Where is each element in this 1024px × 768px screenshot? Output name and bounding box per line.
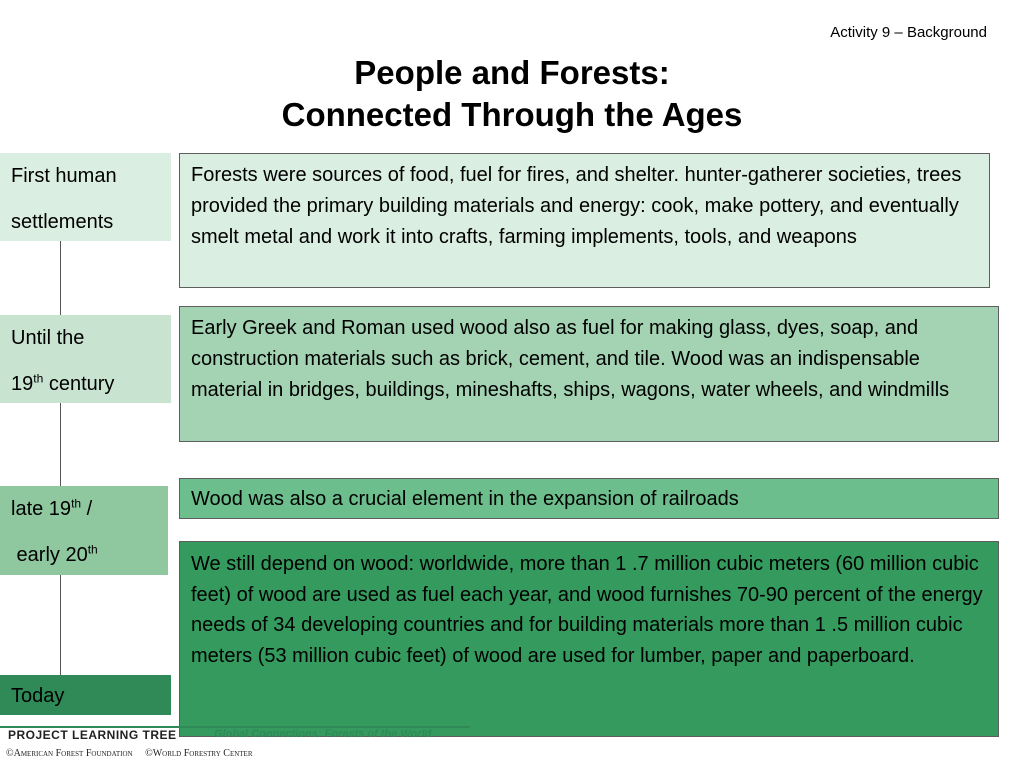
period-label-text: century [43,373,115,395]
content-box-greek-roman: Early Greek and Roman used wood also as fuel for making glass, dyes, soap, and construction materials such as brick, cement, and tile. Wood was an indispensable material in bridges, buildings, mineshafts, ships, wagons, water wheels, and windmills [179,306,999,442]
period-label-line [11,486,168,532]
period-first-human-settlements [0,153,171,241]
footer-org: ©American Forest Foundation [6,748,133,759]
period-late-19th-early-20th [0,486,168,575]
period-label-line: Today [11,685,65,707]
timeline-line [60,240,61,676]
period-label-line [11,532,168,578]
footer-brand: PROJECT LEARNING TREE [8,728,177,742]
footer-subtitle: Global Connections: Forests of the World [214,728,432,740]
period-label-text: early 20 [11,544,88,566]
content-box-first-settlements: Forests were sources of food, fuel for fires, and shelter. hunter-gatherer societies, trees provided the primary building materials and energy: cook, make pottery, and eventually smelt metal and work it into crafts, farming implements, tools, and weapons [179,153,990,288]
period-label-sup: th [33,371,44,386]
content-box-today: We still depend on wood: worldwide, more than 1 .7 million cubic meters (60 million cubic feet) of wood are used as fuel each year, and wood furnishes 70-90 percent of the energy needs of 34 developing countries and for building materials more than 1 .5 million cubic meters (53 million cubic feet) of wood are used for lumber, paper and paperboard. [179,541,999,737]
period-label-line: First human [11,165,117,187]
period-label-line: Until the [11,327,85,349]
activity-label: Activity 9 – Background [830,24,987,41]
title-line-2: Connected Through the Ages [281,96,743,133]
title-line-1: People and Forests: [354,54,670,91]
period-label-text: late 19 [11,498,72,520]
period-label-line [11,361,171,407]
period-label-text: 19 [11,373,34,395]
page-title [0,52,1024,136]
period-until-19th-century [0,315,171,403]
footer-org: ©World Forestry Center [145,748,253,759]
period-label-sup: th [87,542,98,557]
period-label-text: / [81,498,93,520]
content-box-railroads: Wood was also a crucial element in the expansion of railroads [179,478,999,519]
period-today [0,675,171,715]
period-label-line: settlements [11,211,114,233]
period-label-sup: th [71,496,82,511]
footer-orgs [6,748,263,759]
